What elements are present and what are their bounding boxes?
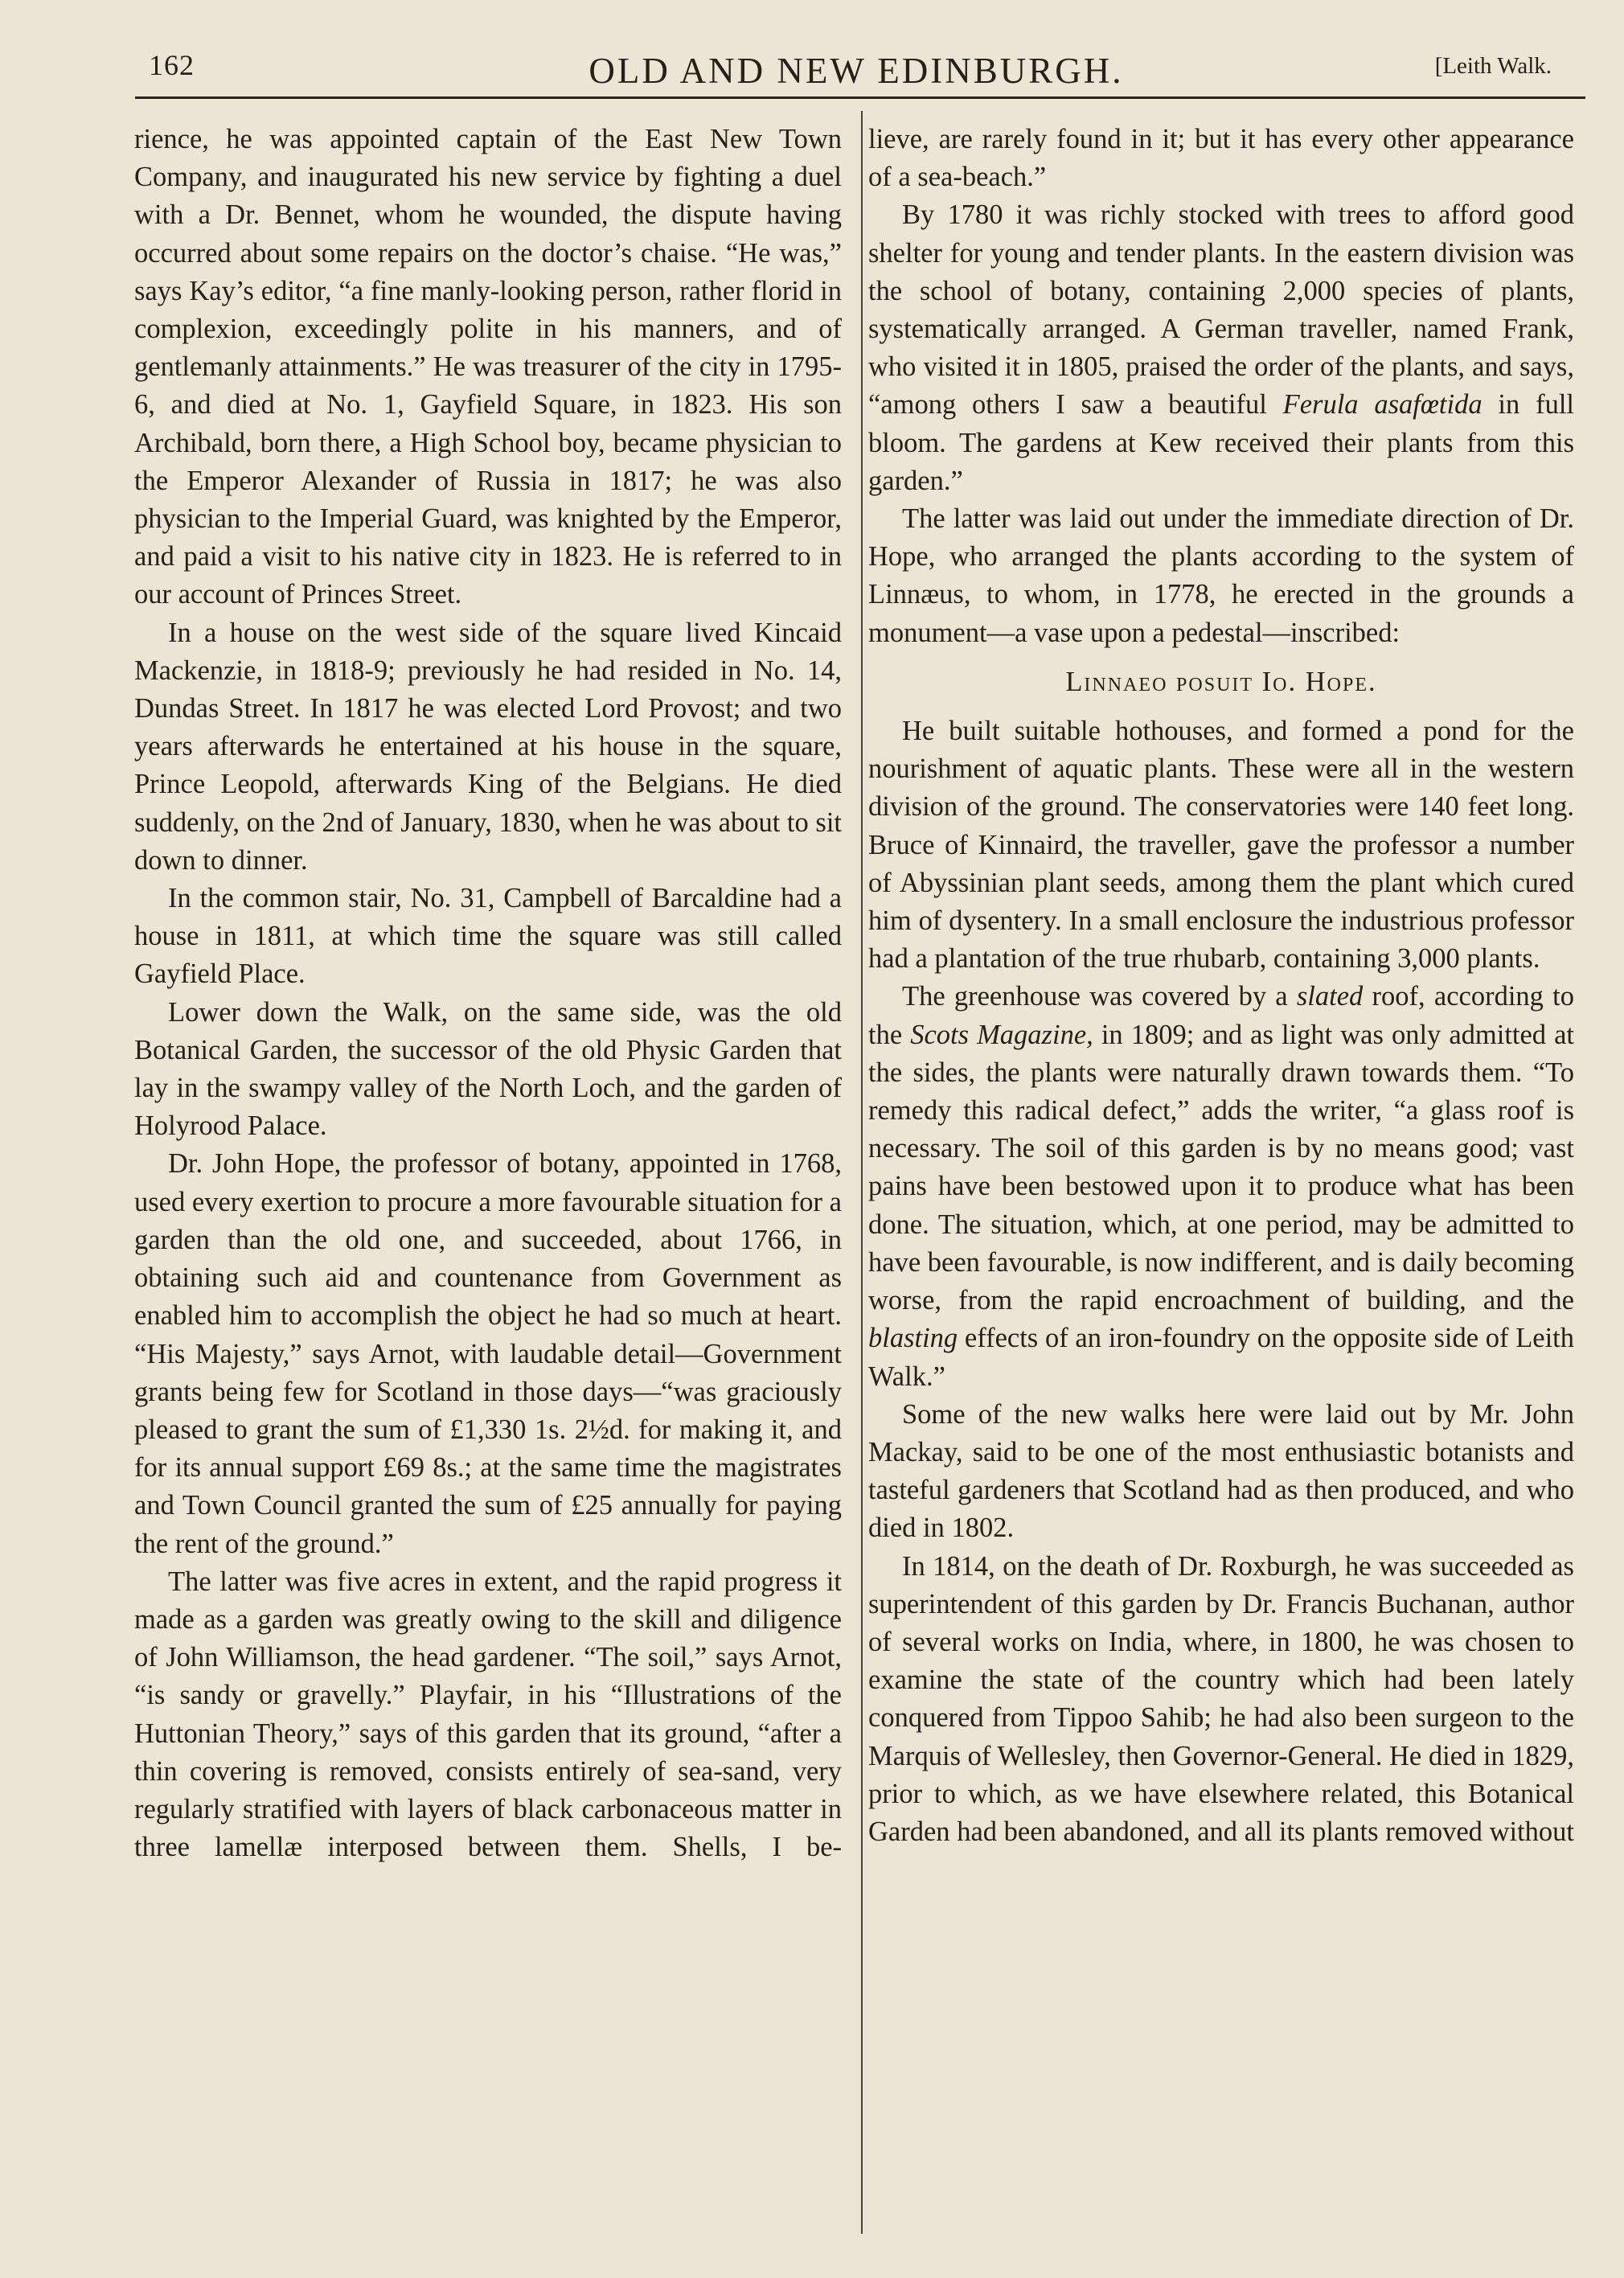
- text-run: By 1780 it was richly stocked with trees to afford good shelter for young and tender plants. In the eastern division was the school of botany, containing 2,000 species of plants, systematically arranged. A German traveller, named Frank, who visited it in 1805, praised the order of the plants, and says, “among others I saw a beautiful: [868, 199, 1574, 421]
- paragraph: In a house on the west side of the square lived Kincaid Mackenzie, in 1818-9; previously he had resided in No. 14, Dundas Street. In 1817 he was elected Lord Provost; and two years afterwards he entertained at his house in the square, Prince Leopold, afterwards King of the Belgians. He died suddenly, on the 2nd of January, 1830, when he was about to sit down to dinner.: [134, 617, 842, 876]
- right-column: [868, 121, 1574, 1851]
- paragraph: In the common stair, No. 31, Campbell of Barcaldine had a house in 1811, at which time the square was still called Gayfield Place.: [134, 883, 842, 990]
- italic-text: blasting: [868, 1323, 958, 1354]
- paragraph: lieve, are rarely found in it; but it has every other appearance of a sea-beach.”: [868, 124, 1574, 193]
- paragraph: [868, 978, 1574, 1395]
- inscription: Linnaeo posuit Io. Hope.: [1065, 666, 1377, 697]
- italic-text: Scots Magazine,: [910, 1019, 1093, 1050]
- paragraph: The latter was laid out under the immediate direction of Dr. Hope, who arranged the plants according to the system of Linnæus, to whom, in 1778, he erected in the grounds a monument—a vase upon a pedestal—inscribed:: [868, 503, 1574, 648]
- left-column: [134, 121, 842, 1866]
- text-run: roof, according to the: [868, 981, 1574, 1050]
- section-tag: [Leith Walk.: [1434, 53, 1552, 79]
- italic-text: Ferula asafœtida: [1282, 389, 1483, 421]
- text-run: effects of an iron-foundry on the opposite side of Leith Walk.”: [868, 1323, 1575, 1392]
- page-header: [133, 42, 1580, 98]
- text-run: The greenhouse was covered by a: [902, 981, 1288, 1012]
- italic-text: slated: [1296, 981, 1364, 1012]
- text-run: in full bloom. The gardens at Kew received their plants from this garden.”: [868, 389, 1575, 496]
- paragraph: [868, 196, 1574, 500]
- paragraph: The latter was five acres in extent, and the rapid progress it made as a garden was greatly owing to the skill and diligence of John Williamson, the head gardener. “The soil,” says Arnot, “is sandy or gravelly.” Playfair, in his “Illustrations of the Huttonian Theory,” says of this garden that its ground, “after a thin covering is removed, consists entirely of sea-sand, very regularly stratified with layers of black carbonaceous matter in three lamellæ interposed between them. Shells, I be-: [134, 1566, 842, 1863]
- header-rule: [135, 96, 1585, 99]
- running-title: OLD AND NEW EDINBURGH.: [588, 51, 1124, 91]
- paragraph: Dr. John Hope, the professor of botany, appointed in 1768, used every exertion to procure a more favourable situation for a garden than the old one, and succeeded, about 1766, in obtaining such aid and countenance from Government as enabled him to accomplish the object he had so much at heart. “His Majesty,” says Arnot, with laudable detail—Government grants being few for Scotland in those days—“was graciously pleased to grant the sum of £1,330 1s. 2½d. for making it, and for its annual support £69 8s.; at the same time the magistrates and Town Council granted the sum of £25 annually for paying the rent of the ground.”: [134, 1148, 842, 1559]
- page-number: 162: [149, 49, 195, 81]
- column-divider: [861, 111, 863, 2234]
- paragraph: Lower down the Walk, on the same side, was the old Botanical Garden, the successor of the old Physic Garden that lay in the swampy valley of the North Loch, and the garden of Holyrood Palace.: [134, 996, 842, 1142]
- paragraph: rience, he was appointed captain of the East New Town Company, and inaugurated his new service by fighting a duel with a Dr. Bennet, whom he wounded, the dispute having occurred about some repairs on the doctor’s chaise. “He was,” says Kay’s editor, “a fine manly-looking person, rather florid in complexion, exceedingly polite in his manners, and of gentlemanly attainments.” He was treasurer of the city in 1795-6, and died at No. 1, Gayfield Square, in 1823. His son Archibald, born there, a High School boy, became physician to the Emperor Alexander of Russia in 1817; he was also physician to the Imperial Guard, was knighted by the Emperor, and paid a visit to his native city in 1823. He is referred to in our account of Princes Street.: [134, 124, 842, 610]
- paragraph: He built suitable hothouses, and formed a pond for the nourishment of aquatic plants. These were all in the western division of the ground. The conservatories were 140 feet long. Bruce of Kinnaird, the traveller, gave the professor a number of Abyssinian plant seeds, among them the plant which cured him of dysentery. In a small enclosure the industrious professor had a plantation of the true rhubarb, containing 3,000 plants.: [868, 716, 1574, 975]
- paragraph: In 1814, on the death of Dr. Roxburgh, he was succeeded as superintendent of this garden by Dr. Francis Buchanan, author of several works on India, where, in 1800, he was chosen to examine the state of the country which had been lately conquered from Tippoo Sahib; he had also been surgeon to the Marquis of Wellesley, then Governor-General. He died in 1829, prior to which, as we have elsewhere related, this Botanical Garden had been abandoned, and all its plants removed without: [868, 1550, 1574, 1847]
- paragraph: Some of the new walks here were laid out by Mr. John Mackay, said to be one of the most enthusiastic botanists and tasteful gardeners that Scotland had as then produced, and who died in 1802.: [868, 1398, 1574, 1544]
- text-run: in 1809; and as light was only admitted at the sides, the plants were naturally drawn towards them. “To remedy this radical defect,” adds the writer, “a glass roof is necessary. The soil of this garden is by no means good; vast pains have been bestowed upon it to produce what has been done. The situation, which, at one period, may be admitted to have been favourable, is now indifferent, and is daily becoming worse, from the rapid encroachment of building, and the: [868, 1019, 1574, 1316]
